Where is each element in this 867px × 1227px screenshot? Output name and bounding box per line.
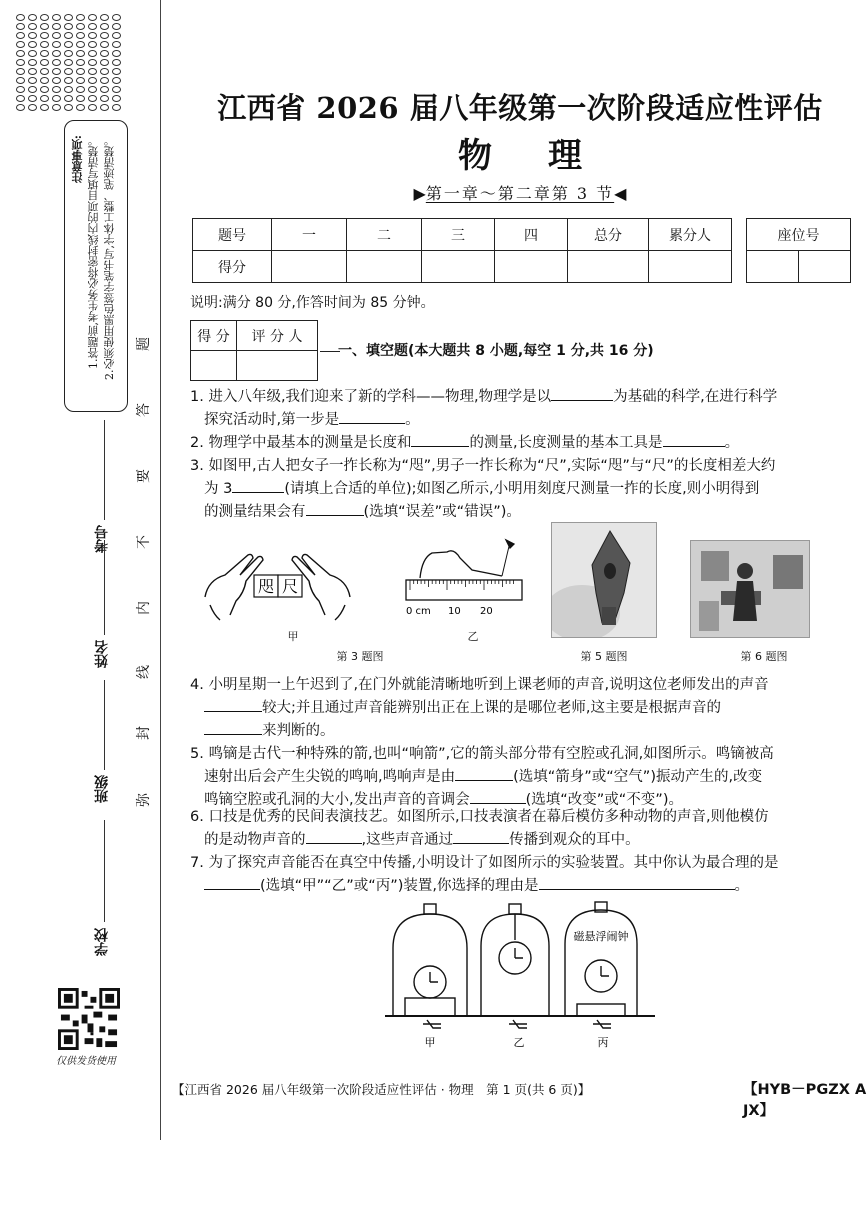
q4-text: 4. 小明星期一上午迟到了,在门外就能清晰地听到上课老师的声音,说明这位老师发出的声音 [190, 677, 769, 693]
binding-ring [112, 14, 121, 21]
notice-item-2: 2.必须使用黑色签字笔书写,字体工整、笔迹清楚。 [103, 135, 116, 380]
binding-ring [40, 59, 49, 66]
score-header-cell: 累分人 [649, 219, 732, 251]
binding-rings [16, 14, 128, 114]
binding-ring [52, 68, 61, 75]
exam-title: 江西省 2026 届八年级第一次阶段适应性评估 [217, 91, 823, 125]
q1-blank-1[interactable] [551, 386, 613, 401]
binding-ring [40, 77, 49, 84]
binding-ring [16, 32, 25, 39]
seat-label: 座位号 [747, 219, 851, 251]
q5-blank-1[interactable] [455, 766, 513, 781]
binding-ring [28, 68, 37, 75]
binding-ring [112, 86, 121, 93]
binding-ring [16, 14, 25, 21]
fig3-char-chi: 尺 [281, 577, 299, 596]
score-header-cell: 三 [422, 219, 495, 251]
score-cell[interactable] [272, 251, 347, 283]
q2-blank-2[interactable] [663, 432, 725, 447]
q5-text: (选填“箭身”或“空气”)振动产生的,改变 [513, 769, 763, 785]
q2-text: 。 [724, 435, 740, 451]
q6-text: 传播到观众的耳中。 [509, 832, 640, 848]
binding-ring [52, 32, 61, 39]
binding-ring [76, 50, 85, 57]
page-footer: 【江西省 2026 届八年级第一次阶段适应性评估 · 物理 第 1 页(共 6 页)】 [172, 1082, 591, 1097]
score-cell[interactable] [347, 251, 422, 283]
paper-code: 【HYB－PGZX A JX】 [743, 1082, 867, 1119]
binding-ring [88, 41, 97, 48]
binding-ring [64, 86, 73, 93]
binding-ring [112, 32, 121, 39]
score-cell[interactable] [422, 251, 495, 283]
fig6-caption: 第 6 题图 [740, 650, 788, 663]
q7-blank-2[interactable] [539, 875, 735, 890]
binding-ring [100, 104, 109, 111]
question-4 [190, 674, 852, 743]
field-class-line[interactable] [104, 680, 105, 770]
binding-ring [40, 95, 49, 102]
field-name-label: 姓名 [94, 640, 110, 668]
q5-text: 鸣镝空腔或孔洞的大小,发出声音的音调会 [204, 792, 470, 808]
binding-ring [40, 86, 49, 93]
binding-ring [64, 23, 73, 30]
binding-ring [88, 86, 97, 93]
seal-char: 线 [136, 665, 152, 679]
binding-ring [76, 41, 85, 48]
chapter-range [190, 181, 850, 204]
score-cell[interactable] [495, 251, 568, 283]
binding-ring [52, 59, 61, 66]
q7-text: 。 [734, 878, 749, 894]
score-header-cell: 总分 [568, 219, 649, 251]
binding-ring [52, 41, 61, 48]
q6-blank-2[interactable] [453, 829, 509, 844]
binding-ring [76, 59, 85, 66]
seal-char: 题 [136, 337, 152, 351]
binding-ring [28, 59, 37, 66]
binding-ring [64, 95, 73, 102]
binding-ring [28, 32, 37, 39]
binding-ring [28, 50, 37, 57]
q6-blank-1[interactable] [306, 829, 362, 844]
field-school-line[interactable] [104, 820, 105, 922]
q5-text: (选填“改变”或“不变”)。 [525, 792, 683, 808]
score-header-cell: 一 [272, 219, 347, 251]
q2-text: 的测量,长度测量的基本工具是 [469, 435, 663, 451]
binding-ring [52, 77, 61, 84]
fig3-label-b: 乙 [467, 630, 479, 643]
exam-subject: 物理 [458, 136, 638, 176]
fig7-label-a: 甲 [424, 1036, 436, 1049]
question-5 [190, 743, 852, 812]
binding-ring [64, 14, 73, 21]
binding-ring [100, 59, 109, 66]
notice-box [64, 120, 128, 412]
fig3-label-a: 甲 [287, 630, 299, 643]
ruler-tick-0: 0 cm [406, 606, 431, 617]
binding-ring [112, 50, 121, 57]
q6-text: ,这些声音通过 [361, 832, 454, 848]
fig7-label-b: 乙 [513, 1036, 525, 1049]
score-cell[interactable] [568, 251, 649, 283]
field-school-label: 学校 [94, 928, 110, 956]
binding-ring [88, 68, 97, 75]
binding-ring [88, 95, 97, 102]
binding-ring [88, 23, 97, 30]
q1-text: 探究活动时,第一步是 [204, 412, 340, 428]
field-number-line[interactable] [104, 420, 105, 520]
q6-text: 的是动物声音的 [204, 832, 306, 848]
binding-ring [16, 95, 25, 102]
binding-ring [16, 50, 25, 57]
notice-title: 注意事项: [71, 135, 84, 184]
grader-score-cell[interactable] [191, 351, 237, 381]
fig3-char-zhi: 咫 [257, 577, 275, 596]
section-title: 一、填空题(本大题共 8 小题,每空 1 分,共 16 分) [338, 343, 654, 359]
ruler-tick-10: 10 [448, 606, 461, 617]
binding-ring [76, 14, 85, 21]
seal-char: 要 [136, 469, 152, 483]
binding-ring [64, 77, 73, 84]
fig7-label-c: 丙 [597, 1036, 609, 1049]
question-3 [190, 455, 852, 524]
fig3-hands-illustration [200, 545, 355, 630]
q3-text: (请填上合适的单位);如图乙所示,小明用刻度尺测量一拃的长度,则小明得到 [284, 481, 760, 497]
binding-ring [64, 104, 73, 111]
field-name-line[interactable] [104, 540, 105, 635]
binding-ring [76, 32, 85, 39]
score-cell[interactable] [649, 251, 732, 283]
q3-blank-2[interactable] [306, 501, 364, 516]
seal-char: 封 [136, 726, 152, 740]
binding-ring [40, 32, 49, 39]
binding-ring [28, 104, 37, 111]
binding-ring [52, 104, 61, 111]
binding-ring [28, 86, 37, 93]
question-1 [190, 386, 852, 432]
binding-ring [40, 14, 49, 21]
binding-ring [16, 86, 25, 93]
binding-ring [16, 68, 25, 75]
q5-text: 速射出后会产生尖锐的鸣响,鸣响声是由 [204, 769, 456, 785]
binding-ring [64, 59, 73, 66]
ruler-tick-20: 20 [480, 606, 493, 617]
binding-ring [40, 104, 49, 111]
binding-ring [76, 86, 85, 93]
binding-ring [64, 50, 73, 57]
binding-ring [52, 50, 61, 57]
q4-text: 较大;并且通过声音能辨别出正在上课的是哪位老师,这主要是根据声音的 [262, 700, 721, 716]
qr-code-icon [58, 988, 120, 1050]
q4-blank-1[interactable] [204, 697, 262, 712]
fig7-maglev-label: 磁悬浮闹钟 [573, 930, 629, 943]
fig7-bell-jar-illustration [385, 900, 655, 1050]
triangle-right-icon: ▶ [413, 184, 426, 203]
binding-ring [100, 86, 109, 93]
question-2 [190, 432, 852, 455]
grader-person-cell[interactable] [237, 351, 318, 381]
binding-ring [100, 41, 109, 48]
binding-ring [52, 86, 61, 93]
chapter-range-text: 第一章～第二章第 3 节 [425, 184, 615, 203]
binding-ring [112, 77, 121, 84]
binding-ring [112, 41, 121, 48]
q7-text: 7. 为了探究声音能否在真空中传播,小明设计了如图所示的实验装置。其中你认为最合理的是 [190, 855, 779, 871]
fig5-caption: 第 5 题图 [580, 650, 628, 663]
grader-person-label: 评 分 人 [237, 321, 318, 351]
binding-ring [112, 23, 121, 30]
q3-blank-1[interactable] [232, 478, 284, 493]
binding-ring [100, 23, 109, 30]
question-6 [190, 806, 852, 852]
binding-ring [100, 95, 109, 102]
binding-ring [88, 14, 97, 21]
binding-ring [76, 68, 85, 75]
binding-ring [100, 32, 109, 39]
binding-ring [112, 104, 121, 111]
binding-ring [16, 104, 25, 111]
q5-text: 5. 鸣镝是古代一种特殊的箭,也叫“响箭”,它的箭头部分带有空腔或孔洞,如图所示。鸣镝被高 [190, 746, 774, 762]
seat-cell[interactable] [747, 251, 799, 283]
exam-note: 说明:满分 80 分,作答时间为 85 分钟。 [190, 295, 435, 311]
binding-ring [100, 68, 109, 75]
binding-ring [16, 23, 25, 30]
binding-ring [100, 77, 109, 84]
binding-ring [100, 14, 109, 21]
q2-text: 2. 物理学中最基本的测量是长度和 [190, 435, 412, 451]
binding-ring [76, 23, 85, 30]
binding-ring [64, 41, 73, 48]
q6-text: 6. 口技是优秀的民间表演技艺。如图所示,口技表演者在幕后模仿多种动物的声音,则他模仿 [190, 809, 769, 825]
binding-ring [112, 95, 121, 102]
question-7 [190, 852, 852, 898]
q7-blank-1[interactable] [204, 875, 260, 890]
seal-char: 弥 [136, 793, 152, 807]
q3-text: 3. 如图甲,古人把女子一拃长称为“咫”,男子一拃长称为“尺”,实际“咫”与“尺”的长度相差大约 [190, 458, 776, 474]
binding-ring [100, 50, 109, 57]
q1-text: 1. 进入八年级,我们迎来了新的学科——物理,物理学是以 [190, 389, 552, 405]
seat-table [746, 218, 851, 283]
q3-text: (选填“误差”或“错误”)。 [363, 504, 521, 520]
binding-ring [112, 59, 121, 66]
binding-ring [52, 14, 61, 21]
binding-ring [88, 32, 97, 39]
q3-text: 的测量结果会有 [204, 504, 306, 520]
seat-cell[interactable] [799, 251, 851, 283]
binding-ring [88, 77, 97, 84]
binding-ring [112, 68, 121, 75]
seal-char: 答 [136, 403, 152, 417]
fig5-arrowhead-photo [551, 522, 657, 638]
score-header-cell: 四 [495, 219, 568, 251]
binding-ring [52, 95, 61, 102]
field-number-label: 考号 [94, 525, 110, 553]
binding-ring [40, 50, 49, 57]
binding-ring [76, 104, 85, 111]
binding-ring [64, 68, 73, 75]
q7-text: (选填“甲”“乙”或“丙”)装置,你选择的理由是 [260, 878, 539, 894]
grader-score-label: 得 分 [191, 321, 237, 351]
seal-char: 不 [136, 535, 152, 549]
q1-blank-2[interactable] [339, 409, 405, 424]
field-class-label: 班级 [94, 775, 110, 803]
binding-ring [88, 50, 97, 57]
binding-ring [28, 23, 37, 30]
binding-ring [64, 32, 73, 39]
grader-table [190, 320, 318, 381]
q4-blank-2[interactable] [204, 720, 262, 735]
binding-ring [16, 77, 25, 84]
binding-ring [28, 77, 37, 84]
binding-ring [28, 41, 37, 48]
binding-ring [16, 41, 25, 48]
binding-ring [40, 68, 49, 75]
score-header-cell: 二 [347, 219, 422, 251]
qr-note: 仅供发货使用 [56, 1056, 116, 1067]
notice-item-1: 1.答题前,考生务必将密封线内的项目填写清楚。 [87, 135, 100, 369]
binding-ring [40, 41, 49, 48]
binding-ring [88, 59, 97, 66]
fig3-caption: 第 3 题图 [336, 650, 384, 663]
q4-text: 来判断的。 [262, 723, 335, 739]
q5-blank-2[interactable] [470, 789, 526, 804]
q1-text: 。 [405, 412, 420, 428]
score-header-cell: 题号 [193, 219, 272, 251]
grader-connector [320, 351, 340, 352]
seal-char: 内 [136, 601, 152, 615]
binding-ring [76, 77, 85, 84]
q1-text: 为基础的科学,在进行科学 [613, 389, 778, 405]
triangle-left-icon: ◀ [614, 184, 627, 203]
binding-ring [76, 95, 85, 102]
binding-ring [52, 23, 61, 30]
binding-divider [160, 0, 161, 1140]
q2-blank-1[interactable] [411, 432, 469, 447]
fig3-ruler-illustration [402, 538, 527, 620]
q3-text: 为 3 [204, 481, 233, 497]
binding-ring [88, 104, 97, 111]
score-row-label: 得分 [193, 251, 272, 283]
binding-ring [28, 14, 37, 21]
score-table [192, 218, 732, 283]
fig6-performer-photo [690, 540, 810, 638]
binding-ring [28, 95, 37, 102]
binding-ring [40, 23, 49, 30]
binding-ring [16, 59, 25, 66]
